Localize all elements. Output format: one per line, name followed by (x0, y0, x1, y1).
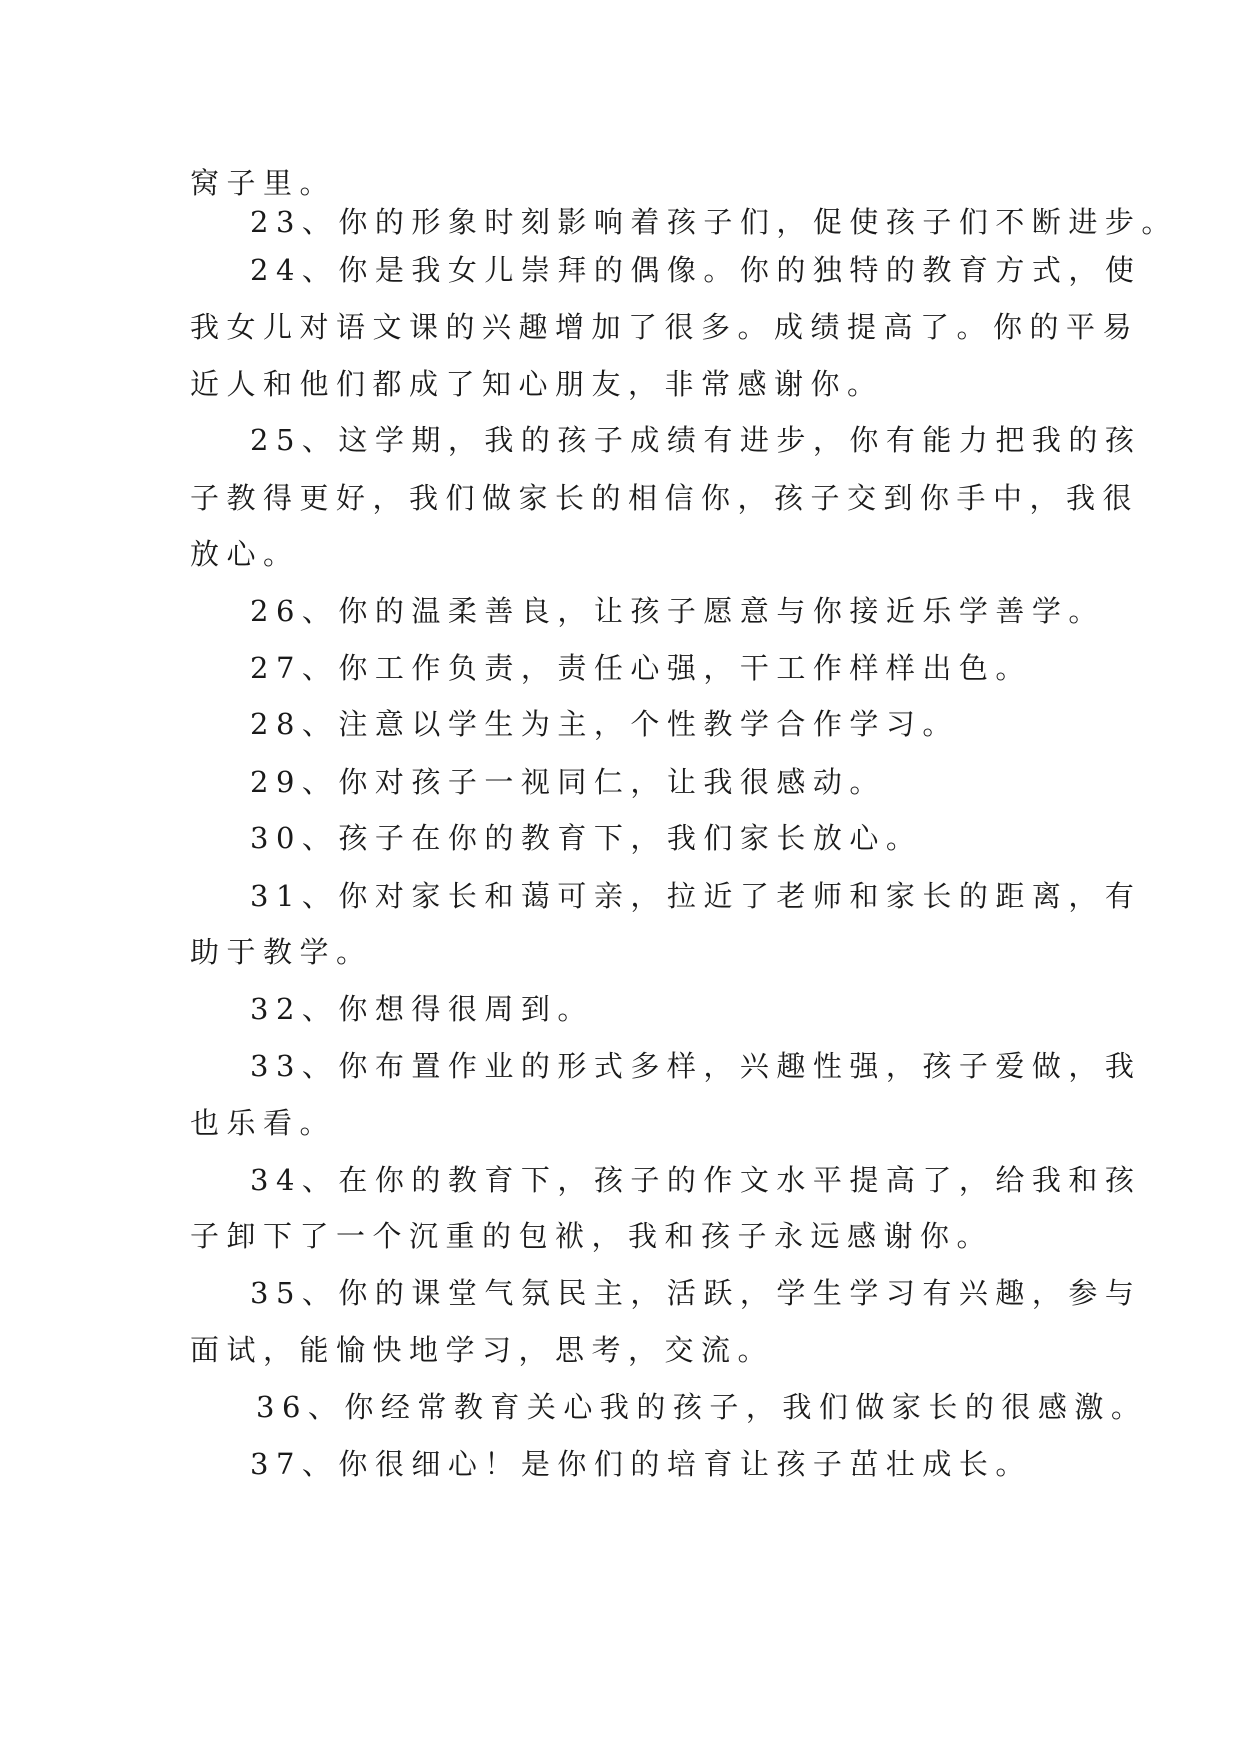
text-line-2: 23、你的形象时刻影响着孩子们，促使孩子们不断进步。 (250, 205, 1178, 239)
text-line-9: 26、你的温柔善良，让孩子愿意与你接近乐学善学。 (250, 594, 1105, 628)
text-line-4: 我女儿对语文课的兴趣增加了很多。成绩提高了。你的平易 (190, 310, 1140, 344)
text-line-20: 子卸下了一个沉重的包袱，我和孩子永远感谢你。 (190, 1219, 994, 1253)
text-line-1: 窝子里。 (190, 166, 337, 200)
text-line-12: 29、你对孩子一视同仁，让我很感动。 (250, 765, 886, 799)
text-line-11: 28、注意以学生为主，个性教学合作学习。 (250, 707, 959, 741)
text-line-23: 36、你经常教育关心我的孩子，我们做家长的很感激。 (256, 1390, 1148, 1424)
text-line-24: 37、你很细心！是你们的培育让孩子茁壮成长。 (250, 1447, 1032, 1481)
text-line-18: 也乐看。 (190, 1106, 337, 1140)
text-line-7: 子教得更好，我们做家长的相信你，孩子交到你手中，我很 (190, 481, 1140, 515)
text-line-17: 33、你布置作业的形式多样，兴趣性强，孩子爱做，我 (250, 1049, 1142, 1083)
text-line-10: 27、你工作负责，责任心强，干工作样样出色。 (250, 651, 1032, 685)
text-line-21: 35、你的课堂气氛民主，活跃，学生学习有兴趣，参与 (250, 1276, 1142, 1310)
text-line-22: 面试，能愉快地学习，思考，交流。 (190, 1333, 775, 1367)
text-line-8: 放心。 (190, 537, 300, 571)
text-line-15: 助于教学。 (190, 935, 373, 969)
text-line-14: 31、你对家长和蔼可亲，拉近了老师和家长的距离，有 (250, 879, 1142, 913)
text-line-13: 30、孩子在你的教育下，我们家长放心。 (250, 821, 923, 855)
text-line-5: 近人和他们都成了知心朋友，非常感谢你。 (190, 367, 884, 401)
text-line-19: 34、在你的教育下，孩子的作文水平提高了，给我和孩 (250, 1163, 1142, 1197)
text-line-6: 25、这学期，我的孩子成绩有进步，你有能力把我的孩 (250, 423, 1142, 457)
text-line-16: 32、你想得很周到。 (250, 992, 594, 1026)
text-line-3: 24、你是我女儿崇拜的偶像。你的独特的教育方式，使 (250, 253, 1142, 287)
